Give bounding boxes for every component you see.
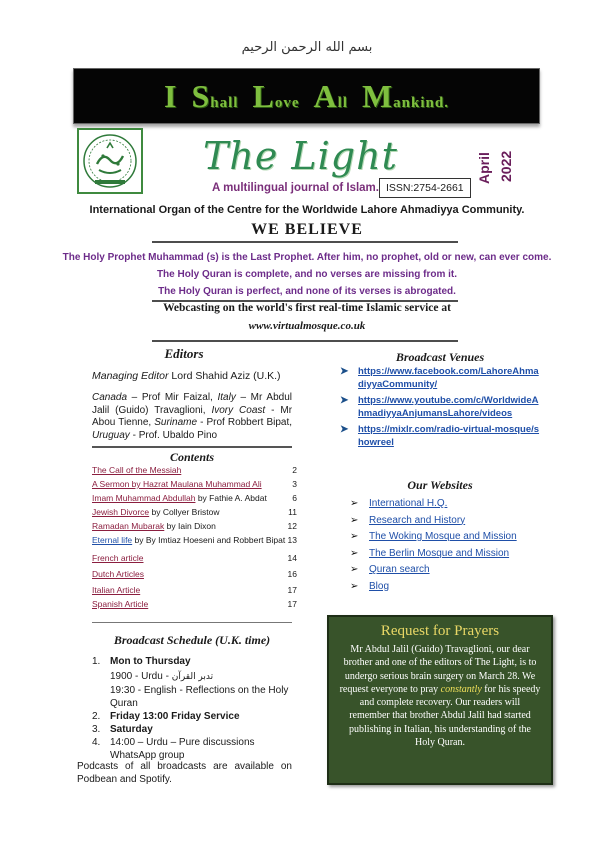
banner-letter: I — [164, 77, 178, 114]
banner-letter: L — [252, 77, 275, 114]
toc-title[interactable]: Dutch Articles — [92, 569, 144, 579]
toc-page: 17 — [287, 585, 297, 595]
managing-editor — [92, 370, 281, 382]
we-believe-heading: WE BELIEVE — [251, 221, 363, 238]
schedule-heading: Broadcast Schedule (U.K. time) — [113, 633, 271, 647]
banner-word: ove — [274, 94, 300, 111]
prayer-request-box — [327, 615, 553, 785]
toc-page: 16 — [287, 569, 297, 579]
toc-entry[interactable] — [92, 493, 297, 507]
banner-word: ll — [337, 94, 348, 111]
prayer-heading: Request for Prayers — [380, 623, 500, 639]
item-number: 1. — [92, 656, 101, 667]
virtual-mosque-link[interactable]: www.virtualmosque.co.uk — [248, 320, 366, 332]
webcast-line: Webcasting on the world's first real-time Islamic service at — [163, 302, 451, 314]
toc-page: 14 — [287, 553, 297, 563]
venue-item — [340, 424, 540, 449]
toc-author: by Collyer Bristow — [149, 507, 220, 517]
toc-author: by By Imtiaz Hoeseni and Robbert Bipat — [132, 535, 286, 545]
editors-heading: Editors — [164, 346, 204, 361]
toc-author: by Iain Dixon — [164, 521, 216, 531]
toc-entry[interactable] — [92, 553, 297, 567]
banner-letter: S — [191, 77, 211, 114]
item-number: 4. — [92, 737, 101, 748]
organ-statement: International Organ of the Centre for the Worldwide Lahore Ahmadiyya Community. — [89, 204, 525, 216]
website-link[interactable]: Quran search — [369, 564, 430, 575]
venues-heading: Broadcast Venues — [395, 350, 485, 364]
belief-item: The Holy Prophet Muhammad (s) is the Last Prophet. After him, no prophet, old or new, can ever come. — [62, 252, 552, 263]
toc-title[interactable]: A Sermon by Hazrat Maulana Muhammad Ali — [92, 479, 262, 489]
podcast-note: Podcasts of all broadcasts are available on Podbean and Spotify. — [77, 761, 292, 785]
editor-name: Prof. Ubaldo Pino — [138, 429, 218, 441]
arrow-bullet-icon: ➤ — [340, 395, 349, 406]
toc-entry[interactable] — [92, 535, 297, 549]
schedule-list — [92, 655, 292, 762]
check-bullet-icon: ➢ — [350, 580, 359, 592]
venues-list — [340, 366, 540, 453]
managing-role: Managing Editor — [92, 370, 169, 382]
schedule-item — [92, 723, 292, 736]
editor-place: Canada — [92, 392, 128, 403]
arrow-bullet-icon: ➤ — [340, 366, 349, 377]
toc-entry[interactable] — [92, 465, 297, 479]
toc-author: by Fathie A. Abdat — [195, 493, 267, 503]
journal-subtitle: A multilingual journal of Islam. — [212, 182, 379, 194]
schedule-item — [92, 655, 292, 668]
toc-page: 13 — [287, 535, 297, 545]
toc-title[interactable]: The Call of the Messiah — [92, 465, 182, 475]
urdu-program-title: تدبر القرآن — [171, 672, 214, 682]
toc-entry[interactable] — [92, 585, 297, 599]
website-link[interactable]: The Woking Mosque and Mission — [369, 531, 517, 542]
banner-letter: A — [313, 77, 338, 114]
website-item — [350, 546, 550, 563]
editor-name: Mr Abdul Jalil (Guido) Travaglioni, — [92, 392, 292, 416]
check-bullet-icon: ➢ — [350, 531, 359, 542]
website-link[interactable]: Blog — [369, 580, 390, 592]
website-item — [350, 496, 550, 513]
check-bullet-icon: ➢ — [350, 564, 359, 575]
editor-name: Prof Robbert Bipat, — [206, 417, 293, 428]
check-bullet-icon: ➢ — [350, 498, 359, 509]
website-link[interactable]: International H.Q. — [369, 498, 448, 509]
banner-acronym — [164, 78, 449, 115]
belief-item: The Holy Quran is complete, and no verses are missing from it. — [156, 269, 458, 280]
masthead-banner — [73, 68, 540, 124]
toc-page: 17 — [287, 599, 297, 609]
belief-item: The Holy Quran is perfect, and none of its verses is abrogated. — [158, 286, 456, 297]
venue-item — [340, 366, 540, 391]
toc-title[interactable]: Italian Article — [92, 585, 141, 595]
divider — [152, 241, 458, 243]
community-logo-icon — [77, 128, 143, 194]
toc-entry[interactable] — [92, 507, 297, 521]
toc-title[interactable]: French article — [92, 553, 144, 563]
editor-place: Suriname — [154, 417, 198, 428]
toc-entry[interactable] — [92, 569, 297, 583]
facebook-link[interactable]: https://www.facebook.com/LahoreAhmadiyyaCommunity/ — [358, 366, 539, 390]
issue-month: April — [476, 152, 492, 184]
divider — [92, 622, 292, 623]
websites-heading: Our Websites — [407, 478, 473, 492]
schedule-slot: 19:30 - English - Reflections on the Holy Quran — [110, 685, 289, 709]
website-item — [350, 529, 550, 546]
prayer-text: Mr Abdul Jalil (Guido) Travaglioni, our dear brother and one of the editors of The Light, is to undergo serious brain surgery on March 28. We request everyone to pray — [339, 644, 537, 695]
issue-year: 2022 — [498, 150, 514, 182]
schedule-slot — [92, 670, 292, 684]
check-bullet-icon: ➢ — [350, 514, 359, 526]
toc-entry[interactable] — [92, 521, 297, 535]
venue-item — [340, 395, 540, 420]
toc-page: 6 — [292, 493, 297, 503]
toc-page: 2 — [292, 465, 297, 475]
website-link[interactable]: The Berlin Mosque and Mission — [369, 547, 510, 559]
website-item — [350, 579, 550, 596]
toc-title[interactable]: Jewish Divorce — [92, 507, 150, 517]
schedule-item — [92, 736, 292, 762]
banner-word: ankind. — [393, 94, 449, 111]
schedule-day: Saturday — [110, 724, 153, 735]
toc-entry[interactable] — [92, 599, 297, 613]
editor-place: Ivory Coast — [211, 404, 266, 416]
schedule-item — [92, 710, 292, 723]
issn-box: ISSN:2754-2661 — [379, 178, 471, 198]
journal-title: The Light — [203, 134, 398, 178]
toc-page: 3 — [292, 479, 297, 489]
website-item — [350, 562, 550, 579]
schedule-text: 14:00 – Urdu – Pure discussions WhatsApp group — [110, 737, 255, 761]
websites-list — [350, 496, 550, 595]
contents-heading: Contents — [92, 446, 292, 465]
schedule-day: Mon to Thursday — [110, 656, 191, 667]
prayer-body — [339, 643, 541, 749]
mixlr-link[interactable]: https://mixlr.com/radio-virtual-mosque/showreel — [358, 424, 540, 448]
youtube-link[interactable]: https://www.youtube.com/c/WorldwideAhmadiyyaAnjumansLahore/videos — [358, 395, 539, 419]
issue-date — [476, 134, 532, 192]
toc-title[interactable]: Ramadan Mubarak — [92, 521, 165, 531]
toc-page: 11 — [288, 507, 297, 517]
toc-title[interactable]: Spanish Article — [92, 599, 149, 609]
item-number: 3. — [92, 724, 101, 735]
prayer-text: for his speedy and complete recovery. Our readers will remember that brother Abdul Jalil had started publishing in Italian, his understanding of the Holy Quran. — [349, 683, 541, 749]
toc-entry[interactable] — [92, 479, 297, 493]
toc-title[interactable]: Imam Muhammad Abdullah — [92, 493, 196, 503]
banner-word: hall — [210, 94, 239, 111]
managing-name: Lord Shahid Aziz (U.K.) — [171, 370, 281, 382]
slot-text: 1900 - Urdu - — [110, 671, 169, 682]
toc-title[interactable]: Eternal life — [92, 535, 133, 545]
banner-letter: M — [361, 77, 394, 114]
arrow-bullet-icon: ➤ — [340, 424, 349, 435]
check-bullet-icon: ➢ — [350, 547, 359, 559]
prayer-emphasis: constantly — [440, 683, 482, 695]
website-item — [350, 513, 550, 530]
divider — [152, 340, 458, 342]
website-link[interactable]: Research and History — [369, 514, 466, 526]
editor-name: Mr Abou Tienne, — [92, 404, 293, 428]
item-number: 2. — [92, 711, 101, 722]
editor-place: Uruguay — [92, 429, 130, 441]
editor-place: Italy — [217, 392, 236, 403]
toc-page: 12 — [287, 521, 297, 531]
basmala: بسم الله الرحمن الرحيم — [241, 40, 373, 55]
editor-name: Prof Mir Faizal, — [141, 392, 213, 403]
editors-list: Canada – Prof Mir Faizal, Italy – Mr Abdul Jalil (Guido) Travaglioni, Ivory Coast - Mr Abou Tienne, Suriname - Prof Robbert Bipat, Uruguay - Prof. Ubaldo Pino — [92, 392, 293, 441]
schedule-day: Friday 13:00 Friday Service — [110, 711, 240, 722]
